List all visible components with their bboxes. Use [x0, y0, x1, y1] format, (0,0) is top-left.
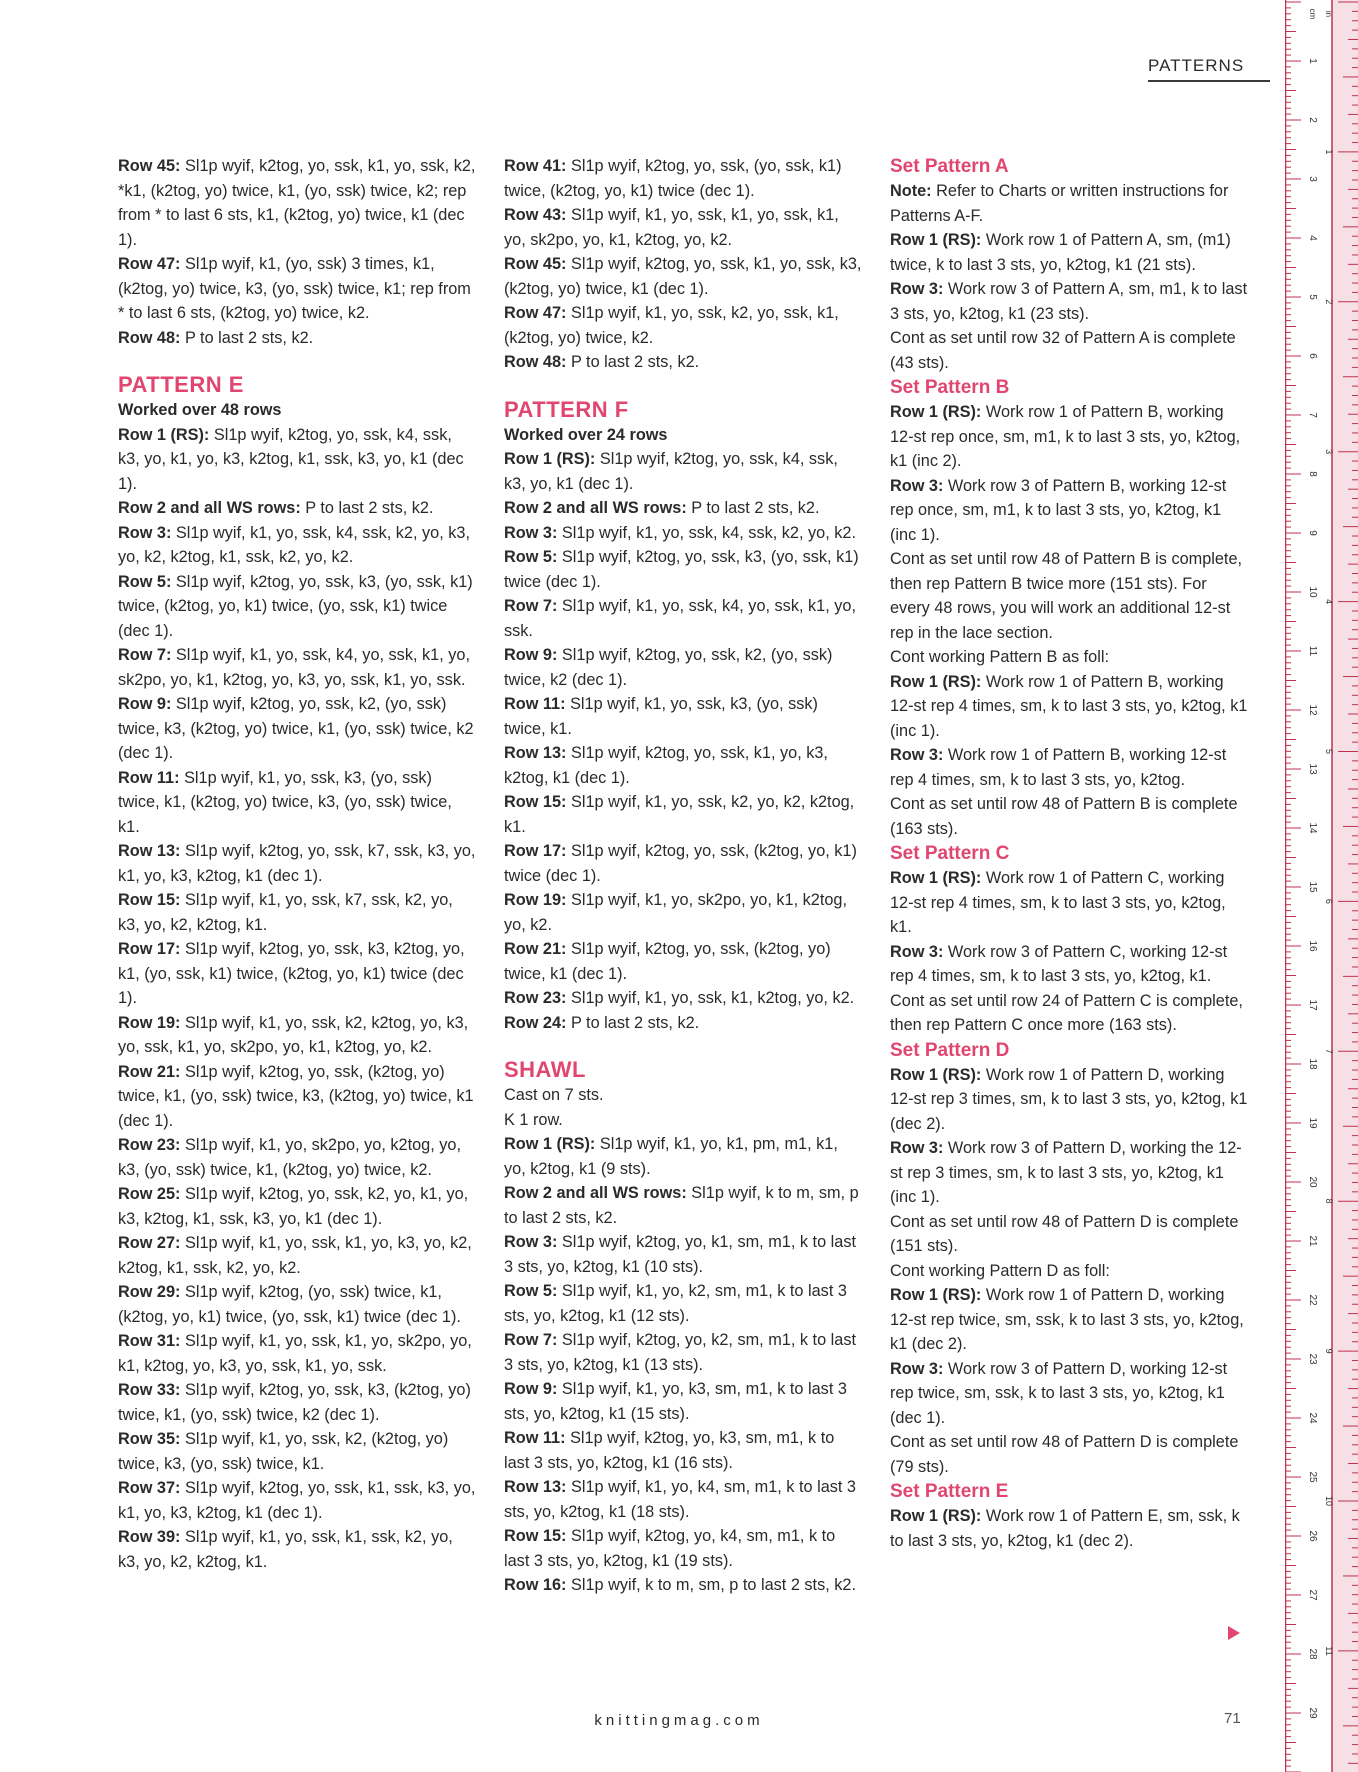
row-label: Row 48: — [118, 328, 181, 347]
row-instruction — [504, 1524, 864, 1573]
row-instruction — [504, 888, 864, 937]
row-instruction — [504, 790, 864, 839]
row-text: Sl1p wyif, k2tog, yo, ssk, k3, (yo, ssk, k1) twice, (k2tog, yo, k1) twice, (yo, ssk, k1) twice (dec 1). — [118, 572, 473, 640]
row-instruction — [890, 1283, 1250, 1357]
instruction-text: Cast on 7 sts. — [504, 1086, 604, 1104]
row-text: Sl1p wyif, k1, yo, ssk, k4, ssk, k2, yo, k2. — [561, 523, 856, 542]
cm-label: 27 — [1307, 1589, 1318, 1601]
row-text: Sl1p wyif, k1, yo, ssk, k4, yo, ssk, k1, yo, ssk. — [504, 597, 856, 640]
column-1 — [118, 154, 478, 1574]
row-instruction — [890, 866, 1250, 940]
in-label: 10 — [1324, 1495, 1334, 1507]
row-label: Row 9: — [504, 646, 558, 664]
in-label: 6 — [1324, 898, 1334, 904]
row-label: Row 1 (RS): — [890, 672, 982, 691]
row-instruction — [890, 179, 1250, 228]
row-text: Sl1p wyif, k2tog, (yo, ssk) twice, k1, (k2tog, yo, k1) twice, (yo, ssk, k1) twice (dec 1). — [118, 1283, 461, 1326]
in-label: 7 — [1324, 1048, 1334, 1054]
row-text: Sl1p wyif, k2tog, yo, ssk, k2, (yo, ssk) twice, k3, (k2tog, yo) twice, k1, (yo, ssk) twice, k2 (dec 1). — [118, 695, 474, 762]
cm-label: 26 — [1307, 1530, 1318, 1542]
row-text: P to last 2 sts, k2. — [184, 328, 314, 347]
row-label: Row 3: — [890, 1139, 944, 1157]
row-text: P to last 2 sts, k2. — [305, 499, 434, 517]
in-label: 3 — [1324, 449, 1334, 455]
row-label: Row 33: — [118, 1381, 181, 1399]
row-instruction — [118, 1427, 478, 1476]
row-instruction — [118, 423, 478, 497]
row-instruction — [890, 743, 1250, 792]
row-instruction — [118, 888, 478, 937]
row-text: Sl1p wyif, k1, yo, ssk, k2, yo, k2, k2tog, k1. — [504, 793, 855, 836]
row-label: Row 23: — [504, 989, 567, 1007]
row-label: Row 19: — [504, 891, 567, 909]
row-text: Refer to Charts or written instructions for Patterns A-F. — [890, 182, 1229, 225]
row-text: Sl1p wyif, k1, yo, ssk, k1, yo, sk2po, yo, k1, k2tog, yo, k3, yo, ssk, k1, yo, ssk. — [118, 1332, 472, 1375]
in-label: 1 — [1324, 149, 1334, 155]
cm-label: 5 — [1307, 294, 1318, 300]
row-text: Sl1p wyif, k2tog, yo, ssk, k3, (k2tog, yo) twice, k1, (yo, ssk) twice, k2 (dec 1). — [118, 1381, 471, 1424]
cm-label: 3 — [1307, 176, 1318, 182]
row-instruction — [504, 1279, 864, 1328]
row-instruction — [118, 1525, 478, 1574]
row-instruction — [118, 937, 478, 1011]
row-instruction — [118, 839, 478, 888]
cm-label: 11 — [1307, 645, 1318, 657]
row-label: Row 2 and all WS rows: — [118, 499, 301, 517]
row-text: Sl1p wyif, k1, (yo, ssk) 3 times, k1, (k2tog, yo) twice, k3, (yo, ssk) twice, k1; rep from * to last 6 sts, (k2tog, yo) twice, k2. — [118, 255, 471, 322]
row-text: Work row 3 of Pattern D, working the 12-st rep 3 times, sm, k to last 3 sts, yo, k2tog, k1 (inc 1). — [890, 1139, 1242, 1206]
row-text: P to last 2 sts, k2. — [570, 1013, 700, 1032]
row-instruction — [504, 1426, 864, 1475]
in-label: 2 — [1324, 299, 1334, 305]
row-text: Work row 1 of Pattern B, working 12-st rep 4 times, sm, k to last 3 sts, yo, k2tog, k1 (inc 1). — [890, 672, 1248, 740]
cm-label: 28 — [1307, 1648, 1318, 1660]
row-instruction — [504, 594, 864, 643]
row-instruction — [504, 350, 864, 375]
row-text: Work row 1 of Pattern E, sm, ssk, k to last 3 sts, yo, k2tog, k1 (dec 2). — [890, 1507, 1240, 1550]
row-label: Row 3: — [890, 746, 944, 764]
row-text: Work row 1 of Pattern D, working 12-st rep twice, sm, ssk, k to last 3 sts, yo, k2tog, k1 (dec 2). — [890, 1286, 1244, 1353]
row-text: Sl1p wyif, k to m, sm, p to last 2 sts, k2. — [504, 1184, 859, 1227]
row-instruction — [118, 1133, 478, 1182]
row-label: Row 29: — [118, 1283, 181, 1301]
row-label: Row 1 (RS): — [504, 1135, 596, 1153]
row-text: Sl1p wyif, k1, yo, ssk, k1, yo, ssk, k1, yo, sk2po, yo, k1, k2tog, yo, k2. — [504, 206, 839, 249]
row-text: Sl1p wyif, k2tog, yo, ssk, k7, ssk, k3, yo, k1, yo, k3, k2tog, k1 (dec 1). — [118, 842, 476, 885]
row-instruction — [118, 1060, 478, 1134]
ruler-band — [1332, 0, 1358, 1772]
section-heading: PATTERN E — [118, 372, 244, 397]
row-instruction — [890, 1504, 1250, 1553]
row-instruction — [504, 839, 864, 888]
cm-label: 21 — [1307, 1235, 1318, 1247]
row-text: Sl1p wyif, k2tog, yo, ssk, k1, yo, ssk, k3, (k2tog, yo) twice, k1 (dec 1). — [504, 255, 862, 298]
row-label: Row 9: — [118, 695, 172, 713]
row-label: Row 13: — [504, 744, 567, 762]
row-text: Sl1p wyif, k1, yo, ssk, k1, ssk, k2, yo, k3, yo, k2, k2tog, k1. — [118, 1528, 453, 1571]
row-text: Sl1p wyif, k2tog, yo, k4, sm, m1, k to last 3 sts, yo, k2tog, k1 (19 sts). — [504, 1527, 836, 1570]
row-label: Row 47: — [504, 304, 567, 322]
instruction-text: K 1 row. — [504, 1110, 563, 1129]
row-instruction — [504, 1181, 864, 1230]
row-instruction — [118, 326, 478, 351]
row-text: Work row 1 of Pattern B, working 12-st rep 4 times, sm, k to last 3 sts, yo, k2tog. — [890, 746, 1227, 789]
in-label: 11 — [1324, 1646, 1334, 1656]
row-instruction — [890, 400, 1250, 474]
instruction-text: Cont working Pattern B as foll: — [890, 648, 1109, 666]
instruction-text: Cont as set until row 48 of Pattern B is complete (163 sts). — [890, 795, 1238, 838]
row-text: Sl1p wyif, k1, yo, ssk, k2, yo, ssk, k1, (k2tog, yo) twice, k2. — [504, 304, 839, 347]
cm-label: 6 — [1307, 353, 1318, 359]
row-instruction — [504, 545, 864, 594]
row-instruction — [118, 1329, 478, 1378]
in-label: 8 — [1324, 1198, 1334, 1204]
row-label: Row 48: — [504, 353, 567, 371]
row-instruction — [890, 1063, 1250, 1137]
row-instruction — [504, 203, 864, 252]
row-text: Work row 1 of Pattern D, working 12-st rep 3 times, sm, k to last 3 sts, yo, k2tog, k1 (dec 2). — [890, 1065, 1248, 1133]
row-label: Row 21: — [504, 940, 567, 958]
row-label: Row 1 (RS): — [890, 869, 982, 887]
row-instruction — [504, 986, 864, 1011]
row-text: Sl1p wyif, k2tog, yo, ssk, (yo, ssk, k1) twice, (k2tog, yo, k1) twice (dec 1). — [504, 157, 842, 200]
cm-label: 7 — [1307, 412, 1318, 418]
row-text: Work row 3 of Pattern B, working 12-st rep once, sm, m1, k to last 3 sts, yo, k2tog, k1 (inc 1). — [890, 476, 1227, 544]
row-label: Row 2 and all WS rows: — [504, 499, 687, 517]
row-label: Row 1 (RS): — [890, 403, 982, 421]
row-instruction — [890, 670, 1250, 744]
section-header: PATTERNS — [1148, 56, 1270, 82]
row-instruction — [504, 1011, 864, 1036]
row-label: Row 1 (RS): — [890, 231, 982, 249]
row-text: Sl1p wyif, k2tog, yo, ssk, (k2tog, yo) twice, k1, (yo, ssk) twice, k3, (k2tog, yo) twice, k1 (dec 1). — [118, 1062, 474, 1130]
row-label: Row 31: — [118, 1332, 181, 1350]
row-text: Work row 1 of Pattern B, working 12-st rep once, sm, m1, k to last 3 sts, yo, k2tog, k1 (inc 2). — [890, 403, 1241, 470]
row-text: Sl1p wyif, k2tog, yo, ssk, k1, yo, k3, k2tog, k1 (dec 1). — [504, 744, 828, 787]
in-unit-label: in — [1324, 10, 1333, 18]
row-text: Sl1p wyif, k1, yo, ssk, k3, (yo, ssk) twice, k1, (k2tog, yo) twice, k3, (yo, ssk) twice, k1. — [118, 768, 452, 836]
section-heading: SHAWL — [504, 1057, 586, 1082]
row-text: Sl1p wyif, k1, yo, ssk, k2, k2tog, yo, k3, yo, ssk, k1, yo, sk2po, yo, k1, k2tog, yo, k2. — [118, 1013, 469, 1056]
cm-label: 8 — [1307, 471, 1318, 477]
row-label: Row 15: — [118, 891, 181, 909]
row-instruction — [118, 154, 478, 252]
row-label: Row 19: — [118, 1013, 181, 1032]
row-label: Row 21: — [118, 1062, 181, 1081]
row-instruction — [890, 940, 1250, 989]
row-label: Row 3: — [504, 523, 558, 542]
cm-label: 9 — [1307, 530, 1318, 536]
row-instruction — [504, 252, 864, 301]
row-label: Row 9: — [504, 1380, 558, 1398]
row-label: Row 11: — [504, 695, 566, 713]
row-instruction — [504, 447, 864, 496]
pattern-subtitle: Worked over 48 rows — [118, 401, 282, 419]
ruler — [1285, 0, 1358, 1772]
cm-label: 25 — [1307, 1471, 1318, 1483]
row-label: Row 45: — [118, 157, 181, 175]
row-label: Row 3: — [118, 523, 172, 542]
row-label: Row 3: — [890, 476, 944, 495]
cm-label: 17 — [1307, 999, 1318, 1011]
section-heading: PATTERN F — [504, 396, 629, 422]
in-label: 9 — [1324, 1348, 1334, 1354]
pattern-subtitle: Worked over 24 rows — [504, 425, 668, 444]
row-instruction — [118, 1231, 478, 1280]
row-label: Row 7: — [504, 597, 558, 615]
row-instruction — [504, 496, 864, 521]
row-text: Sl1p wyif, k1, yo, ssk, k7, ssk, k2, yo, k3, yo, k2, k2tog, k1. — [118, 891, 453, 934]
row-text: Sl1p wyif, k2tog, yo, k2, sm, m1, k to last 3 sts, yo, k2tog, k1 (13 sts). — [504, 1331, 856, 1374]
instruction-text: Cont as set until row 32 of Pattern A is complete (43 sts). — [890, 329, 1236, 372]
row-instruction — [504, 154, 864, 203]
row-instruction — [118, 1011, 478, 1060]
row-instruction — [118, 766, 478, 840]
row-text: Sl1p wyif, k1, yo, ssk, k4, ssk, k2, yo, k3, yo, k2, k2tog, k1, ssk, k2, yo, k2. — [118, 523, 470, 566]
row-instruction — [118, 1476, 478, 1525]
row-label: Row 43: — [504, 206, 567, 224]
row-label: Row 27: — [118, 1234, 181, 1252]
row-instruction — [890, 277, 1250, 326]
row-label: Row 37: — [118, 1479, 181, 1497]
row-instruction — [504, 521, 864, 546]
row-label: Row 7: — [118, 646, 172, 664]
row-text: Sl1p wyif, k2tog, yo, ssk, k4, ssk, k3, yo, k1, yo, k3, k2tog, k1, ssk, k3, yo, k1 (dec 1). — [118, 425, 464, 493]
row-text: Work row 1 of Pattern C, working 12-st rep 4 times, sm, k to last 3 sts, yo, k2tog, k1. — [890, 869, 1226, 936]
row-label: Row 1 (RS): — [890, 1286, 982, 1304]
row-instruction — [504, 1475, 864, 1524]
row-label: Note: — [890, 182, 932, 200]
row-instruction — [118, 1182, 478, 1231]
row-label: Row 15: — [504, 1527, 567, 1545]
instruction-text: Cont as set until row 24 of Pattern C is complete, then rep Pattern C once more (163 sts). — [890, 991, 1243, 1034]
row-text: Sl1p wyif, k to m, sm, p to last 2 sts, k2. — [570, 1576, 856, 1594]
row-label: Row 16: — [504, 1576, 567, 1594]
row-text: Sl1p wyif, k1, yo, sk2po, yo, k2tog, yo, k3, (yo, ssk) twice, k1, (k2tog, yo) twice, k2. — [118, 1136, 461, 1179]
row-instruction — [504, 1328, 864, 1377]
row-instruction — [504, 643, 864, 692]
cm-label: 29 — [1307, 1707, 1318, 1719]
row-text: Sl1p wyif, k1, yo, k3, sm, m1, k to last 3 sts, yo, k2tog, k1 (15 sts). — [504, 1380, 847, 1423]
row-label: Row 7: — [504, 1331, 558, 1349]
cm-label: 19 — [1307, 1117, 1318, 1129]
row-text: Sl1p wyif, k1, yo, k2, sm, m1, k to last 3 sts, yo, k2tog, k1 (12 sts). — [504, 1282, 847, 1325]
row-instruction — [504, 1377, 864, 1426]
in-label: 4 — [1324, 599, 1334, 605]
row-instruction — [118, 1280, 478, 1329]
instruction-text: Cont as set until row 48 of Pattern D is complete (79 sts). — [890, 1433, 1239, 1476]
row-label: Row 47: — [118, 255, 181, 273]
cm-label: 10 — [1307, 586, 1318, 598]
column-3 — [890, 154, 1250, 1553]
row-instruction — [118, 1378, 478, 1427]
row-label: Row 1 (RS): — [118, 425, 210, 444]
row-text: Sl1p wyif, k1, yo, ssk, k1, yo, k3, yo, k2, k2tog, k1, ssk, k2, yo, k2. — [118, 1234, 472, 1277]
row-label: Row 5: — [504, 1282, 558, 1300]
row-text: Work row 3 of Pattern D, working 12-st rep twice, sm, ssk, k to last 3 sts, yo, k2tog, k1 (dec 1). — [890, 1359, 1228, 1427]
row-label: Row 1 (RS): — [504, 450, 596, 468]
row-label: Row 2 and all WS rows: — [504, 1184, 687, 1202]
cm-label: 2 — [1307, 117, 1318, 123]
sub-heading: Set Pattern B — [890, 377, 1010, 398]
cm-label: 12 — [1307, 704, 1318, 716]
page-number: 71 — [1224, 1710, 1241, 1727]
cm-label: 20 — [1307, 1176, 1318, 1188]
row-label: Row 3: — [890, 280, 944, 298]
row-text: Work row 1 of Pattern A, sm, (m1) twice, k to last 3 sts, yo, k2tog, k1 (21 sts). — [890, 231, 1231, 274]
row-text: Work row 3 of Pattern C, working 12-st rep 4 times, sm, k to last 3 sts, yo, k2tog, k1. — [890, 942, 1228, 985]
row-text: Sl1p wyif, k2tog, yo, k3, sm, m1, k to last 3 sts, yo, k2tog, k1 (16 sts). — [504, 1429, 835, 1472]
sub-heading: Set Pattern C — [890, 843, 1010, 864]
row-instruction — [890, 1136, 1250, 1210]
sub-heading: Set Pattern E — [890, 1481, 1009, 1502]
cm-label: 22 — [1307, 1294, 1318, 1306]
row-label: Row 3: — [504, 1233, 558, 1251]
cm-label: 1 — [1307, 58, 1318, 64]
row-label: Row 5: — [504, 548, 558, 566]
row-label: Row 17: — [504, 842, 567, 860]
cm-unit-label: cm — [1308, 8, 1317, 20]
row-label: Row 25: — [118, 1185, 181, 1203]
row-instruction — [118, 570, 478, 644]
row-instruction — [504, 1132, 864, 1181]
row-text: Work row 3 of Pattern A, sm, m1, k to last 3 sts, yo, k2tog, k1 (23 sts). — [890, 280, 1248, 323]
row-instruction — [504, 301, 864, 350]
row-instruction — [504, 1573, 864, 1598]
cm-label: 15 — [1307, 881, 1318, 893]
row-label: Row 15: — [504, 793, 567, 811]
row-instruction — [504, 1230, 864, 1279]
row-text: Sl1p wyif, k2tog, yo, ssk, k1, yo, ssk, k2, *k1, (k2tog, yo) twice, k1, (yo, ssk) twice, k2; rep from * to last 6 sts, k1, (k2tog, yo) twice, k1 (dec 1). — [118, 157, 476, 249]
row-label: Row 1 (RS): — [890, 1065, 982, 1084]
row-label: Row 13: — [504, 1478, 567, 1496]
row-text: Sl1p wyif, k1, yo, ssk, k1, k2tog, yo, k2. — [570, 989, 855, 1007]
row-text: Sl1p wyif, k2tog, yo, ssk, k3, k2tog, yo, k1, (yo, ssk, k1) twice, (k2tog, yo, k1) twice (dec 1). — [118, 940, 465, 1007]
row-label: Row 13: — [118, 842, 181, 860]
cm-label: 24 — [1307, 1412, 1318, 1424]
in-label: 5 — [1324, 748, 1334, 755]
row-instruction — [504, 741, 864, 790]
row-text: Sl1p wyif, k2tog, yo, ssk, k2, (yo, ssk) twice, k2 (dec 1). — [504, 646, 833, 689]
row-text: Sl1p wyif, k1, yo, k4, sm, m1, k to last 3 sts, yo, k2tog, k1 (18 sts). — [504, 1478, 856, 1521]
row-label: Row 11: — [118, 768, 180, 787]
row-instruction — [118, 496, 478, 521]
footer-site: knittingmag.com — [594, 1712, 764, 1729]
cm-label: 23 — [1307, 1353, 1318, 1365]
instruction-text: Cont working Pattern D as foll: — [890, 1261, 1110, 1280]
row-text: Sl1p wyif, k2tog, yo, k1, sm, m1, k to last 3 sts, yo, k2tog, k1 (10 sts). — [504, 1233, 856, 1276]
cm-label: 13 — [1307, 763, 1318, 775]
row-text: Sl1p wyif, k2tog, yo, ssk, k4, ssk, k3, yo, k1 (dec 1). — [504, 450, 838, 493]
row-label: Row 1 (RS): — [890, 1507, 982, 1525]
row-label: Row 45: — [504, 255, 567, 273]
sub-heading: Set Pattern D — [890, 1039, 1010, 1061]
cm-label: 14 — [1307, 822, 1318, 834]
row-instruction — [890, 228, 1250, 277]
row-label: Row 24: — [504, 1013, 567, 1032]
row-instruction — [118, 252, 478, 326]
row-label: Row 39: — [118, 1528, 181, 1546]
row-text: Sl1p wyif, k2tog, yo, ssk, (k2tog, yo) twice, k1 (dec 1). — [504, 940, 831, 983]
row-text: P to last 2 sts, k2. — [691, 499, 820, 517]
row-instruction — [890, 474, 1250, 548]
row-label: Row 11: — [504, 1429, 566, 1447]
row-label: Row 17: — [118, 940, 181, 958]
row-instruction — [118, 692, 478, 766]
sub-heading: Set Pattern A — [890, 156, 1009, 177]
cm-label: 4 — [1307, 235, 1318, 241]
cm-label: 16 — [1307, 940, 1318, 952]
row-text: Sl1p wyif, k2tog, yo, ssk, (k2tog, yo, k1) twice (dec 1). — [504, 842, 857, 885]
row-label: Row 3: — [890, 942, 944, 961]
continue-arrow-icon — [1228, 1626, 1240, 1640]
row-text: Sl1p wyif, k2tog, yo, ssk, k2, yo, k1, yo, k3, k2tog, k1, ssk, k3, yo, k1 (dec 1). — [118, 1185, 469, 1228]
cm-label: 18 — [1307, 1058, 1318, 1070]
row-text: Sl1p wyif, k1, yo, ssk, k4, yo, ssk, k1, yo, sk2po, yo, k1, k2tog, yo, k3, yo, ssk, k1, yo, ssk. — [118, 646, 470, 689]
row-text: Sl1p wyif, k1, yo, sk2po, yo, k1, k2tog, yo, k2. — [504, 891, 847, 934]
row-text: Sl1p wyif, k1, yo, k1, pm, m1, k1, yo, k2tog, k1 (9 sts). — [504, 1135, 838, 1178]
instruction-text: Cont as set until row 48 of Pattern B is complete, then rep Pattern B twice more (151 sts). For every 48 rows, you will work an additional 12-st rep in the lace section. — [890, 550, 1243, 642]
row-text: Sl1p wyif, k1, yo, ssk, k2, (k2tog, yo) twice, k3, (yo, ssk) twice, k1. — [118, 1430, 449, 1473]
row-label: Row 3: — [890, 1359, 944, 1378]
instruction-text: Cont as set until row 48 of Pattern D is complete (151 sts). — [890, 1212, 1239, 1255]
column-2 — [504, 154, 864, 1598]
row-instruction — [504, 937, 864, 986]
row-label: Row 35: — [118, 1430, 181, 1448]
row-instruction — [890, 1357, 1250, 1431]
row-text: Sl1p wyif, k2tog, yo, ssk, k1, ssk, k3, yo, k1, yo, k3, k2tog, k1 (dec 1). — [118, 1479, 476, 1522]
row-instruction — [504, 692, 864, 741]
row-label: Row 5: — [118, 572, 172, 591]
row-label: Row 23: — [118, 1136, 181, 1154]
row-text: Sl1p wyif, k2tog, yo, ssk, k3, (yo, ssk, k1) twice (dec 1). — [504, 548, 859, 591]
row-text: Sl1p wyif, k1, yo, ssk, k3, (yo, ssk) twice, k1. — [504, 695, 818, 738]
row-instruction — [118, 643, 478, 692]
row-instruction — [118, 521, 478, 570]
row-text: P to last 2 sts, k2. — [570, 353, 700, 371]
row-label: Row 41: — [504, 157, 567, 175]
